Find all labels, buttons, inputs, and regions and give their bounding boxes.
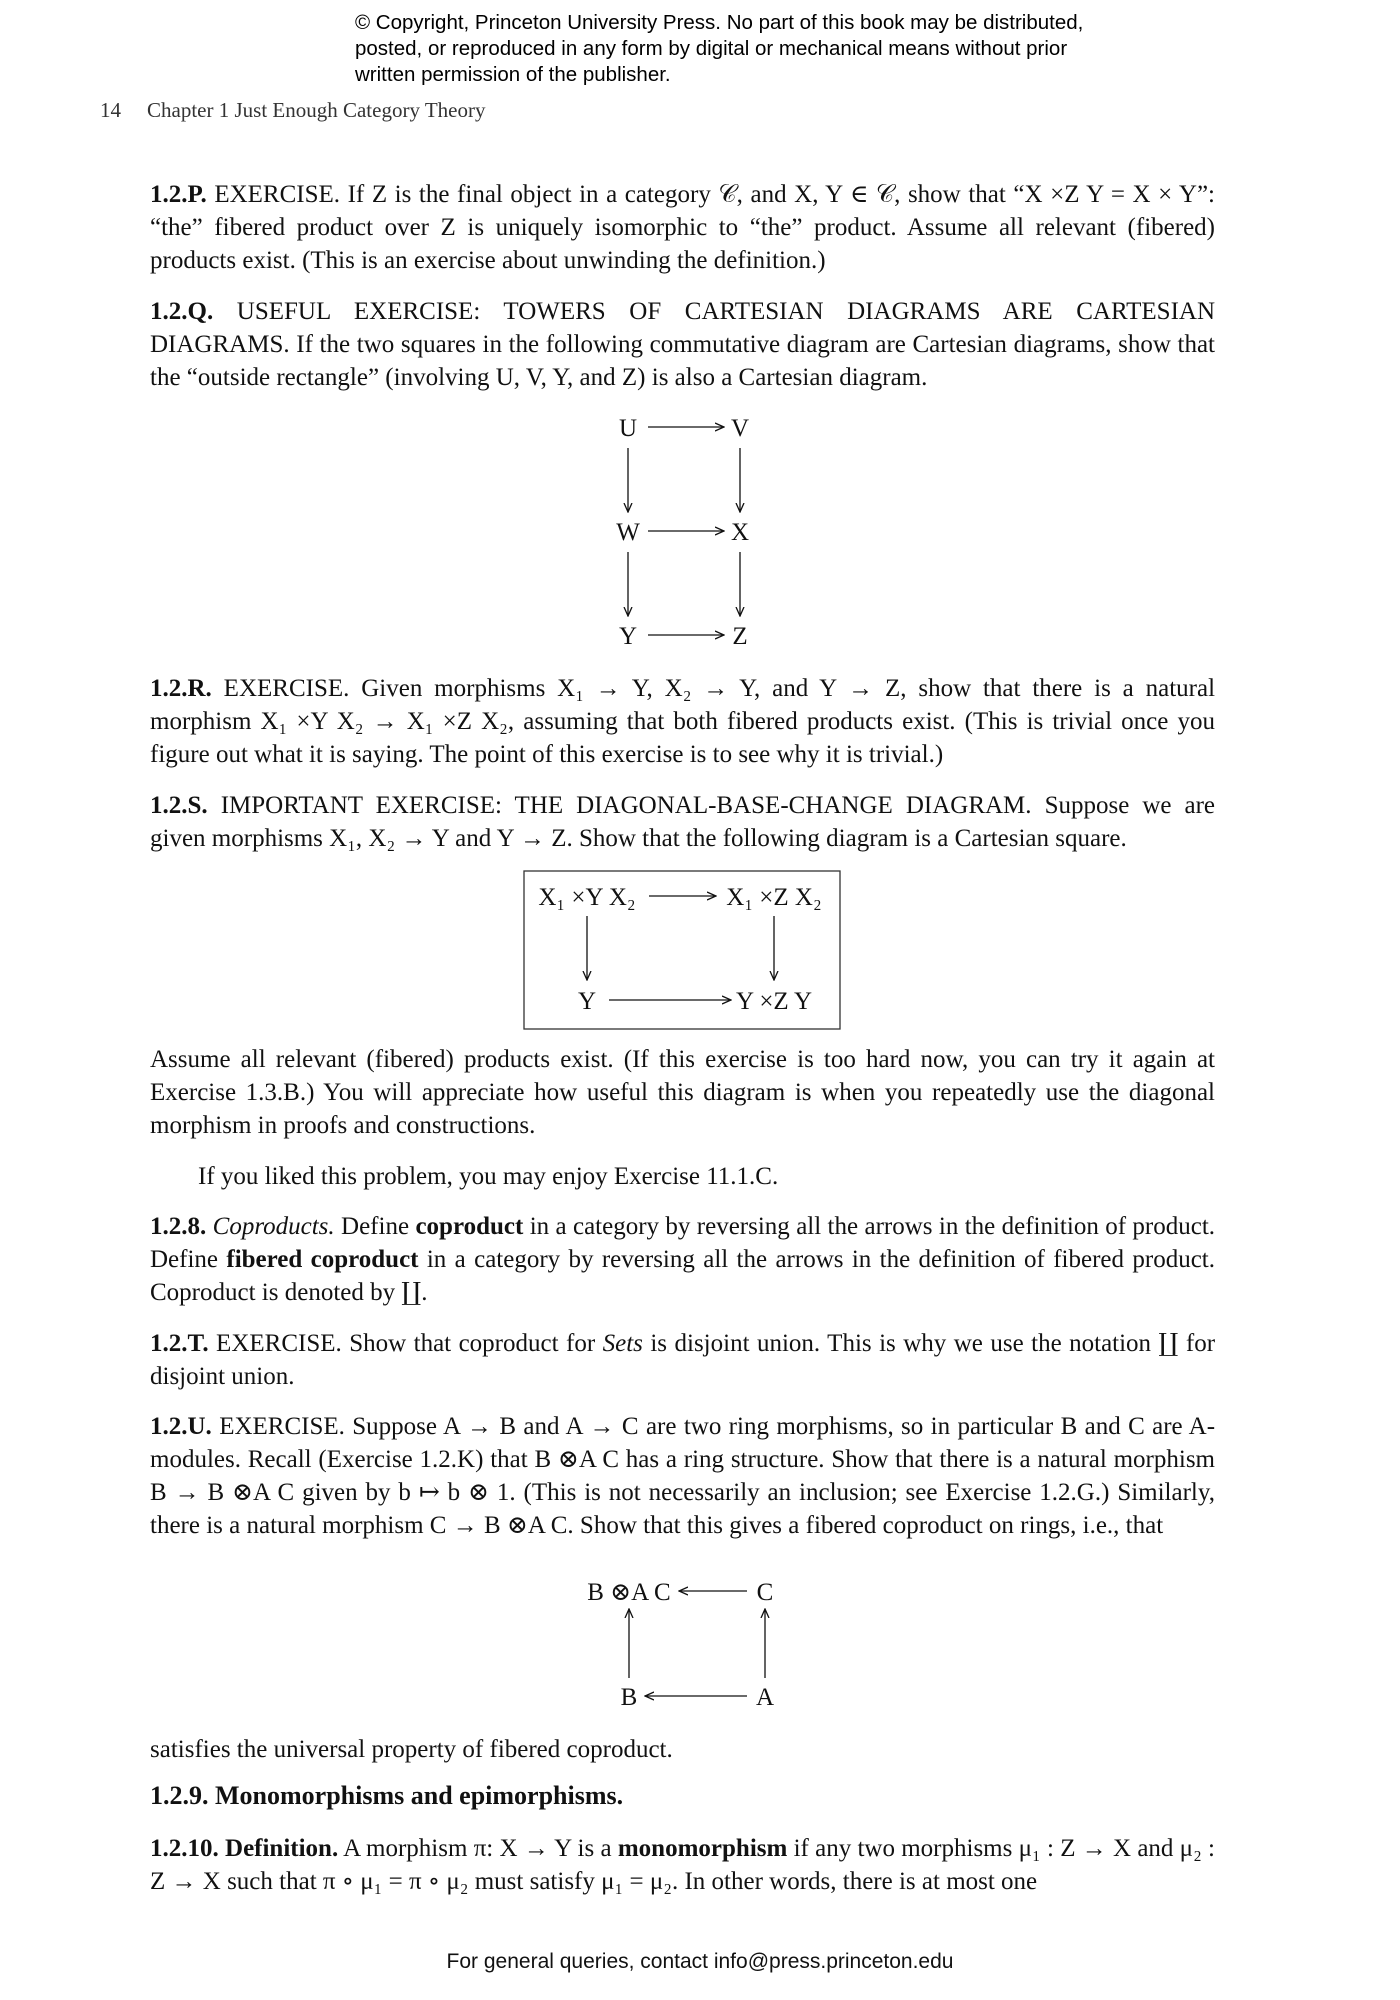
exercise-number: 1.2.T. — [150, 1330, 209, 1357]
node-Y: Y — [618, 623, 638, 648]
fibered-coproduct-diagram — [575, 1575, 795, 1715]
exercise-number: 1.2.P. — [150, 181, 207, 208]
exercise-1-2-R — [150, 672, 1215, 771]
node-top-left: B ⊗A C — [587, 1579, 671, 1606]
exercise-1-2-T — [150, 1327, 1215, 1393]
node-top-right: X₁ ×Z X₂ — [726, 884, 822, 911]
exercise-1-2-S — [150, 789, 1215, 855]
node-W: W — [616, 519, 640, 546]
footer-contact: For general queries, contact info@press.princeton.edu — [446, 1950, 954, 1973]
text-run: in a category by reversing all the arrows in the definition of fibered product. Coproduct is denoted by ∐. — [150, 1246, 1215, 1306]
node-bottom-left: Y — [577, 988, 597, 1015]
node-bottom-right: A — [755, 1684, 775, 1711]
section-1-2-8 — [150, 1210, 1215, 1309]
exercise-label: USEFUL EXERCISE: TOWERS OF CARTESIAN DIAGRAMS ARE CARTESIAN DIAGRAMS. — [150, 298, 1216, 358]
exercise-text: If the two squares in the following commutative diagram are Cartesian diagrams, show that the “outside rectangle” (involving U, V, Y, and Z) is also a Cartesian diagram. — [150, 331, 1216, 391]
diagonal-base-change-diagram — [523, 870, 843, 1032]
node-bottom-right: Y ×Z Y — [735, 988, 813, 1015]
exercise-label: EXERCISE. — [223, 675, 350, 702]
exercise-label: EXERCISE. — [219, 1413, 345, 1440]
exercise-1-2-Q — [150, 295, 1215, 394]
node-U: U — [618, 415, 638, 442]
node-Z: Z — [732, 623, 748, 648]
term-monomorphism: monomorphism — [617, 1835, 788, 1862]
node-bottom-left: B — [620, 1684, 638, 1711]
definition-number: 1.2.10. — [150, 1835, 219, 1862]
exercise-number: 1.2.R. — [150, 675, 212, 702]
exercise-text: Given morphisms X₁ → Y, X₂ → Y, and Y → Z, show that there is a natural morphism X₁ ×Y X₂ → X₁ ×Z X₂, assuming that both fibered products exist. (This is trivial once you figure out what it is saying. The point of this exercise is to see why it is trivial.) — [150, 675, 1216, 768]
definition-1-2-10 — [150, 1832, 1215, 1898]
term-fibered-coproduct: fibered coproduct — [226, 1246, 419, 1273]
node-top-right: C — [756, 1579, 774, 1606]
node-V: V — [730, 415, 750, 442]
text-run: Define — [341, 1213, 416, 1240]
exercise-text: If Z is the final object in a category 𝒞, and X, Y ∈ 𝒞, show that “X ×Z Y = X × Y”: “the” fibered product over Z is uniquely isomorphic to “the” product. Assume all relevant (fibered) products exist. (This is an exercise about unwinding the definition.) — [150, 181, 1215, 274]
page-number: 14 — [100, 98, 121, 122]
node-X: X — [730, 519, 750, 546]
text-run: is disjoint union. This is why we use the notation ∐ for disjoint union. — [150, 1330, 1216, 1390]
text-run: Show that coproduct for — [349, 1330, 603, 1357]
text-run: A morphism π: X → Y is a — [338, 1835, 618, 1862]
exercise-number: 1.2.U. — [150, 1413, 212, 1440]
definition-title: Definition. — [225, 1835, 339, 1862]
exercise-label: EXERCISE. — [214, 181, 341, 208]
tower-diagram — [600, 408, 760, 648]
exercise-label: IMPORTANT EXERCISE: THE DIAGONAL-BASE-CHANGE DIAGRAM. — [220, 792, 1032, 819]
exercise-label: EXERCISE. — [216, 1330, 342, 1357]
term-coproduct: coproduct — [415, 1213, 524, 1240]
running-title: Chapter 1 Just Enough Category Theory — [147, 98, 486, 122]
exercise-1-2-P — [150, 178, 1215, 277]
text-run: in a category by reversing all the arrows in the definition of product. Define — [150, 1213, 1216, 1273]
node-top-left: X₁ ×Y X₂ — [538, 884, 636, 911]
liked-paragraph: If you liked this problem, you may enjoy Exercise 11.1.C. — [198, 1163, 779, 1190]
running-header — [100, 98, 485, 123]
exercise-number: 1.2.Q. — [150, 298, 214, 325]
section-number: 1.2.8. — [150, 1213, 207, 1240]
text-run: if any two morphisms μ₁ : Z → X and μ₂ : Z → X such that π ∘ μ₁ = π ∘ μ₂ must satisfy μ₁ = μ₂. In other words, there is at most one — [150, 1835, 1216, 1895]
assume-paragraph: Assume all relevant (fibered) products exist. (If this exercise is too hard now, you can try it again at Exercise 1.3.B.) You will appreciate how useful this diagram is when you repeatedly use the diagonal morphism in proofs and constructions. — [150, 1046, 1215, 1139]
exercise-text: Suppose A → B and A → C are two ring morphisms, so in particular B and C are A-modules. Recall (Exercise 1.2.K) that B ⊗A C has a ring structure. Show that there is a natural morphism B → B ⊗A C given by b ↦ b ⊗ 1. (This is not necessarily an inclusion; see Exercise 1.2.G.) Similarly, there is a natural morphism C → B ⊗A C. Show that this gives a fibered coproduct on rings, i.e., that — [150, 1413, 1216, 1539]
satisfies-paragraph: satisfies the universal property of fibered coproduct. — [150, 1736, 673, 1763]
section-title: Coproducts. — [212, 1213, 335, 1240]
exercise-text: Suppose we are given morphisms X₁, X₂ → Y and Y → Z. Show that the following diagram is a Cartesian square. — [150, 792, 1216, 852]
term-sets: Sets — [602, 1330, 643, 1357]
heading-1-2-9: 1.2.9. Monomorphisms and epimorphisms. — [150, 1781, 624, 1810]
copyright-notice: © Copyright, Princeton University Press. No part of this book may be distributed, posted, or reproduced in any form by digital or mechanical means without prior written permission of the publisher. — [355, 11, 1084, 86]
exercise-1-2-U — [150, 1410, 1215, 1542]
exercise-number: 1.2.S. — [150, 792, 208, 819]
